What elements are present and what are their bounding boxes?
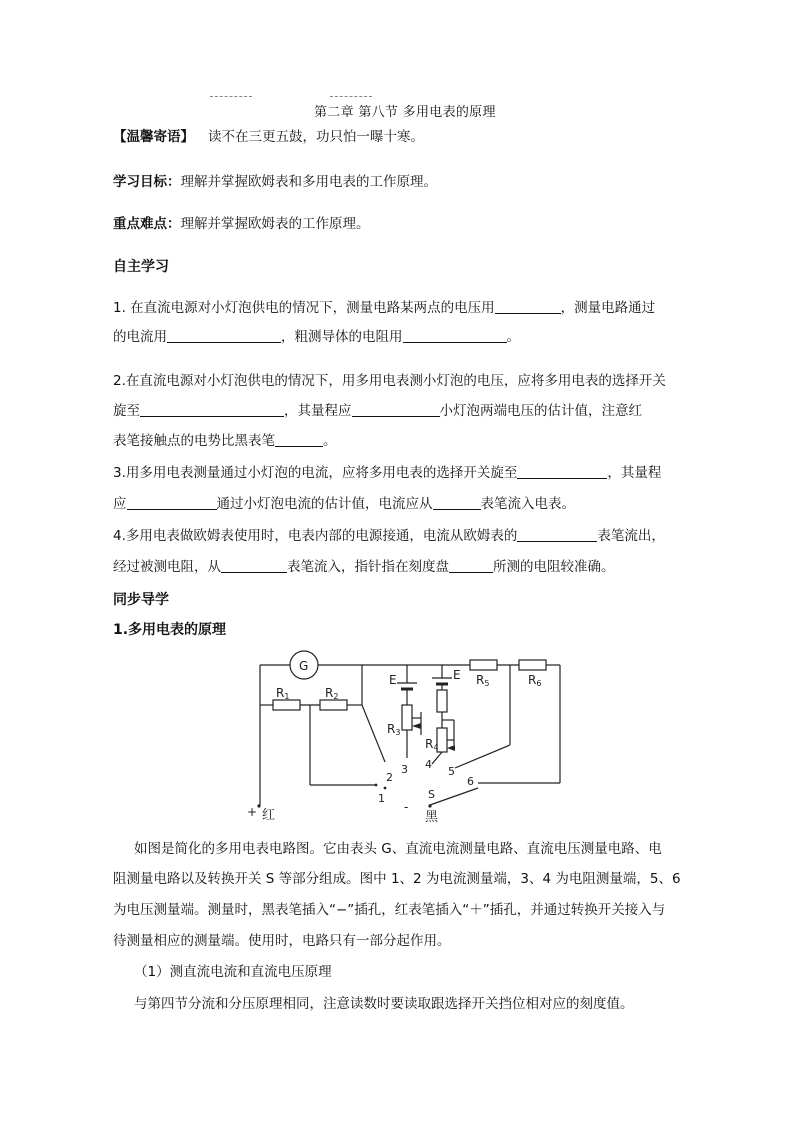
guide-subheading-1: 1.多用电表的原理: [113, 622, 227, 638]
label-plus: +: [247, 805, 258, 819]
label-r1: R1: [276, 686, 290, 701]
label-r3: R3: [387, 722, 401, 737]
paragraph-1-line-4: 待测量相应的测量端。使用时，电路只有一部分起作用。: [113, 933, 451, 949]
label-r2: R2: [325, 686, 339, 701]
resistor-r4: [437, 728, 447, 752]
key-text: 理解并掌握欧姆表的工作原理。: [180, 216, 370, 232]
label-switch: S: [428, 788, 435, 801]
question-4-line-2: 经过被测电阻，从 表笔流入，指针指在刻度盘 所测的电阻较准确。: [113, 559, 615, 575]
label-e1: E: [389, 673, 397, 687]
paragraph-1-line-3: 为电压测量端。测量时，黑表笔插入“−”插孔，红表笔插入“＋”插孔，并通过转换开关接入与: [113, 902, 666, 918]
label-g: G: [299, 659, 309, 673]
resistor-r1: [273, 700, 300, 710]
question-2-line-2: 旋至 ，其量程应 小灯泡两端电压的估计值，注意红: [113, 403, 642, 419]
paragraph-1-line-2: 阻测量电路以及转换开关 S 等部分组成。图中 1、2 为电流测量端，3、4 为电阻测量端，5、6: [113, 871, 681, 887]
question-3-line-1: 3.用多用电表测量通过小灯泡的电流，应将多用电表的选择开关旋至 ，其量程: [113, 465, 662, 481]
self-study-heading: 自主学习: [113, 259, 169, 275]
terminal-5: 5: [448, 765, 455, 778]
label-black: 黑: [425, 810, 439, 825]
key-label: 重点难点：: [113, 216, 181, 232]
question-2-line-1: 2.在直流电源对小灯泡供电的情况下，用多用电表测小灯泡的电压，应将多用电表的选择开关: [113, 373, 666, 389]
page-title: 第二章 第八节 多用电表的原理: [314, 105, 496, 120]
label-red: 红: [262, 808, 276, 823]
motto-label: 【温馨寄语】: [113, 129, 194, 145]
guide-subheading-2: （1）测直流电流和直流电压原理: [134, 964, 332, 980]
paragraph-2: 与第四节分流和分压原理相同，注意读数时要读取跟选择开关挡位相对应的刻度值。: [134, 996, 634, 1012]
terminal-3: 3: [401, 763, 408, 776]
label-minus: -: [404, 800, 409, 814]
resistor-r6: [519, 660, 546, 670]
label-r6: R6: [528, 673, 542, 688]
question-3-line-2: 应 通过小灯泡电流的估计值，电流应从 表笔流入电表。: [113, 496, 575, 512]
label-e2: E: [453, 668, 461, 682]
terminal-6: 6: [467, 775, 474, 788]
goal-label: 学习目标：: [113, 174, 181, 190]
resistor-r4a: [437, 690, 447, 712]
terminal-1: 1: [378, 792, 385, 805]
terminal-4: 4: [425, 758, 432, 771]
question-1-line-2: 的电流用 ，粗测导体的电阻用 。: [113, 329, 520, 345]
guide-heading: 同步导学: [113, 592, 169, 608]
terminal-2: 2: [386, 771, 393, 784]
resistor-r2: [320, 700, 347, 710]
question-2-line-3: 表笔接触点的电势比黑表笔 。: [113, 433, 337, 449]
resistor-r3: [402, 705, 412, 730]
label-r4: R4: [425, 737, 439, 752]
question-4-line-1: 4.多用电表做欧姆表使用时，电表内部的电源接通，电流从欧姆表的 表笔流出，: [113, 528, 665, 544]
goal-text: 理解并掌握欧姆表和多用电表的工作原理。: [180, 174, 437, 190]
label-r5: R5: [476, 673, 490, 688]
resistor-r5: [470, 660, 497, 670]
motto-text: 读不在三更五鼓，功只怕一曝十寒。: [208, 129, 424, 145]
question-1-line-1: 1. 在直流电源对小灯泡供电的情况下，测量电路某两点的电压用 ，测量电路通过: [113, 300, 656, 316]
paragraph-1-line-1: 如图是简化的多用电表电路图。它由表头 G、直流电流测量电路、直流电压测量电路、电: [134, 841, 662, 857]
